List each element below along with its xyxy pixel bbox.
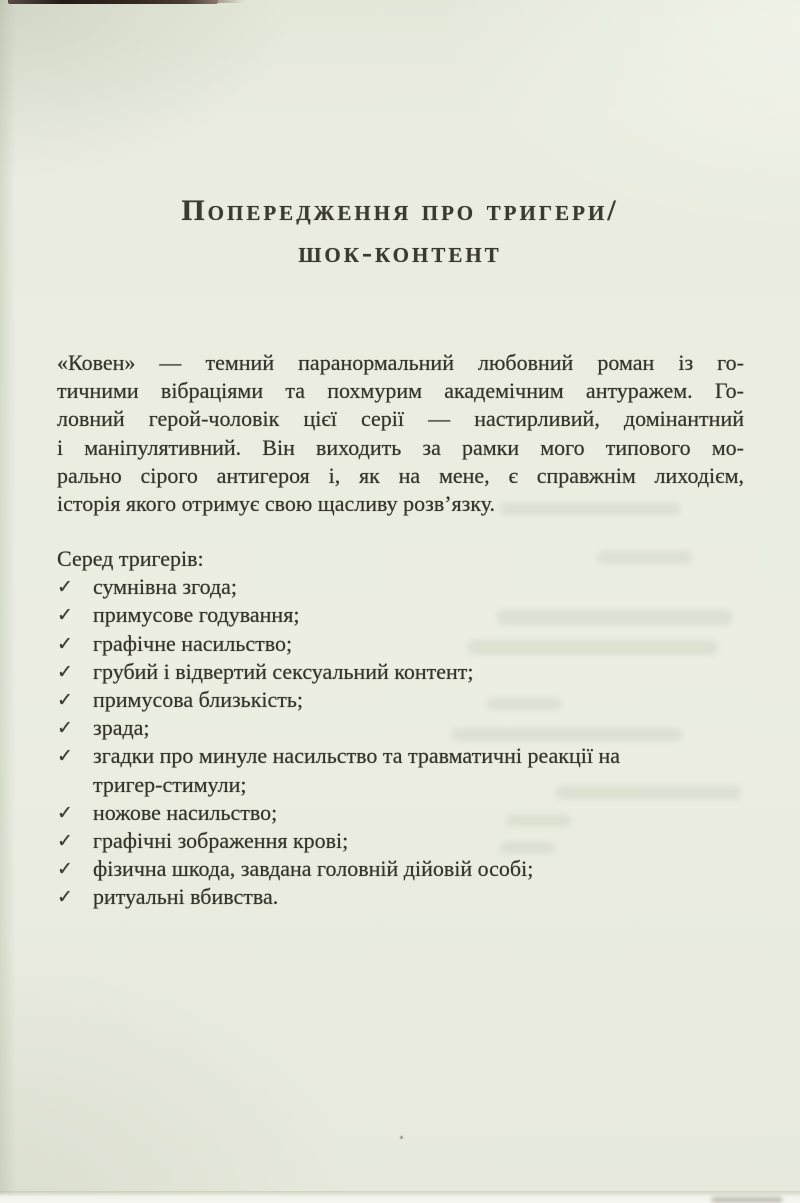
checkmark-icon: ✓ xyxy=(57,801,73,824)
dust-speck xyxy=(400,1136,403,1139)
trigger-item xyxy=(57,601,747,629)
trigger-item xyxy=(57,686,747,714)
intro-line: «Ковен» — темний паранормальний любовний роман із го- xyxy=(57,350,744,375)
checkmark-icon: ✓ xyxy=(57,689,73,712)
trigger-item xyxy=(57,658,747,686)
checkmark-icon: ✓ xyxy=(57,745,73,768)
checkmark-icon: ✓ xyxy=(57,576,73,599)
page-bottom-edge xyxy=(0,1191,800,1203)
page-top-edge-shadow xyxy=(8,0,218,4)
trigger-text: зрада; xyxy=(93,715,150,741)
checkmark-icon: ✓ xyxy=(57,858,73,881)
intro-line: і маніпулятивний. Він виходить за рамки мого типового мо- xyxy=(57,434,744,460)
intro-line: історія якого отримує свою щасливу розв’язку. xyxy=(57,491,496,517)
trigger-text: фізична шкода, завдана головній дійовій особі; xyxy=(93,856,534,882)
trigger-text: примусове годування; xyxy=(93,602,300,628)
checkmark-icon: ✓ xyxy=(57,830,73,853)
trigger-item xyxy=(57,573,747,601)
intro-paragraph xyxy=(57,349,744,518)
intro-line: рально сірого антигероя і, як на мене, є справжнім лиходієм, xyxy=(57,462,744,488)
page-title xyxy=(0,190,800,274)
intro-line: ловний герой-чоловік цієї серії — настирливий, домінантний xyxy=(57,406,744,432)
trigger-text: сумнівна згода; xyxy=(93,574,238,600)
page-bottom-edge-smudge xyxy=(712,1197,782,1203)
trigger-list-heading: Серед тригерів: xyxy=(57,546,204,571)
trigger-text: примусова близькість; xyxy=(93,687,304,713)
page-title-line-1: Попередження про тригери/ xyxy=(181,194,619,228)
trigger-item xyxy=(57,799,747,827)
trigger-item xyxy=(57,714,747,742)
page-top-edge-shadow-tail xyxy=(218,0,244,3)
trigger-text: ритуальні вбивства. xyxy=(93,884,279,910)
trigger-item xyxy=(57,855,747,883)
trigger-item xyxy=(57,827,747,855)
checkmark-icon: ✓ xyxy=(57,660,73,683)
checkmark-icon: ✓ xyxy=(57,632,73,655)
checkmark-icon: ✓ xyxy=(57,717,73,740)
intro-line: тичними вібраціями та похмурим академічним антуражем. Го- xyxy=(57,378,744,404)
trigger-text: ножове насильство; xyxy=(93,799,278,825)
trigger-text: тригер-стимули; xyxy=(93,771,247,797)
checkmark-icon: ✓ xyxy=(57,886,73,909)
trigger-item xyxy=(57,883,747,911)
trigger-list-section xyxy=(57,545,747,912)
page-title-line-2: шок-контент xyxy=(298,236,502,270)
checkmark-icon: ✓ xyxy=(57,604,73,627)
trigger-item xyxy=(57,630,747,658)
trigger-text: графічні зображення крові; xyxy=(93,828,349,854)
trigger-item xyxy=(57,742,747,798)
trigger-text: згадки про минуле насильство та травматичні реакції на xyxy=(93,743,620,769)
trigger-text: грубий і відвертий сексуальний контент; xyxy=(93,658,474,684)
trigger-text: графічне насильство; xyxy=(93,630,293,656)
